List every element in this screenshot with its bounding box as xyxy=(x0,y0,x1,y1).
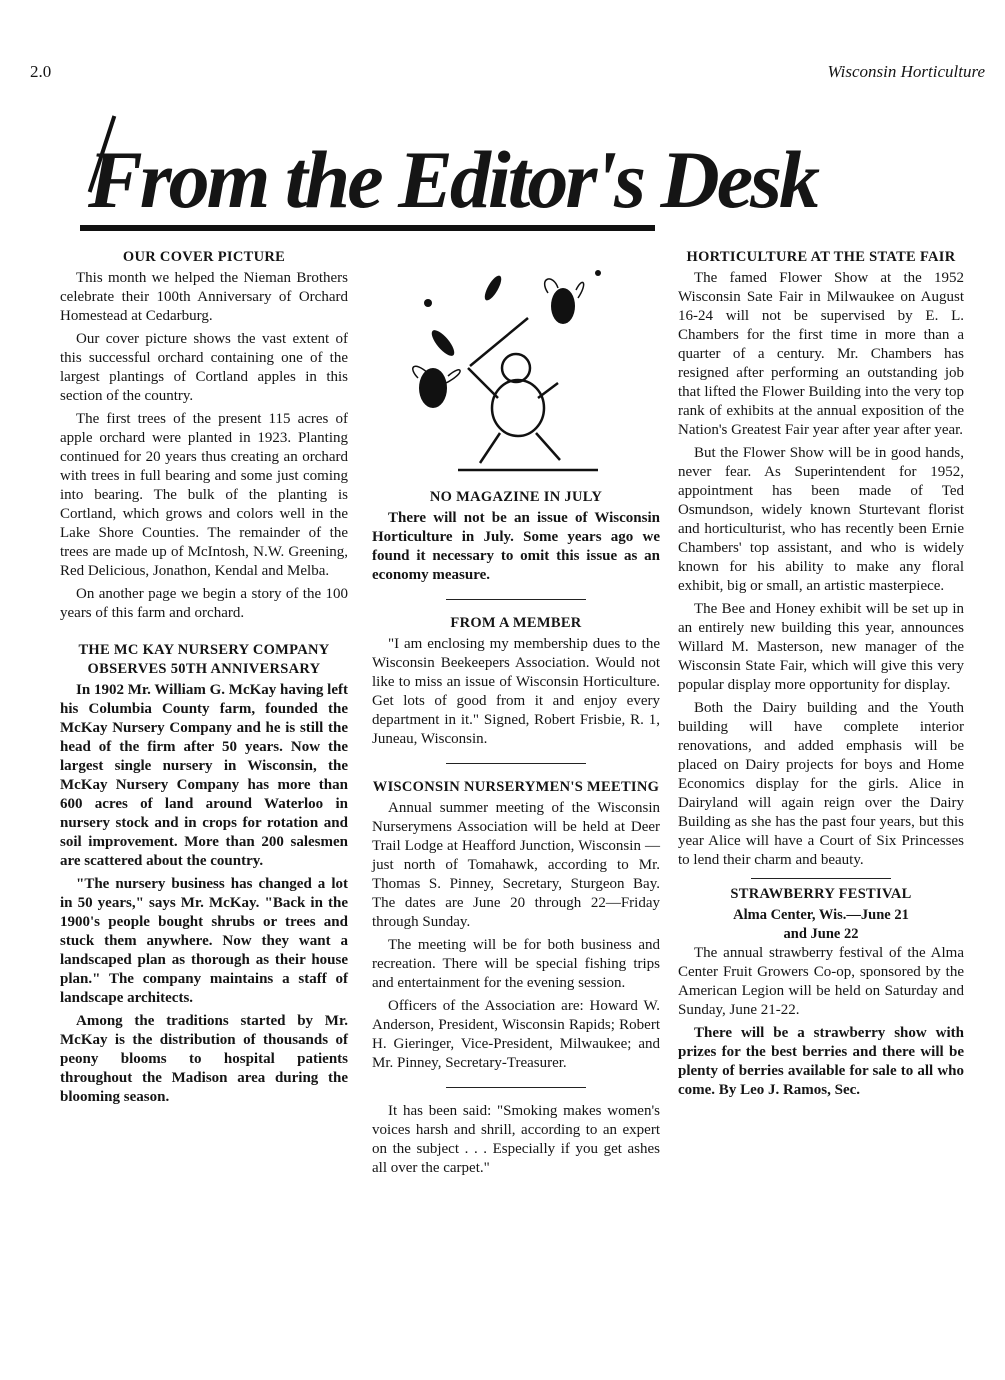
nurserymen-paragraph: Annual summer meeting of the Wisconsin Nurserymens Association will be held at Deer Trail Lodge at Heafford Junction, Wisconsin — just north of Tomahawk, according to Mr. Thomas S. Pinney, Secretary, Sturgeon Bay. The dates are June 20 through 22—Friday through Sunday. xyxy=(372,800,660,930)
fair-paragraph: The famed Flower Show at the 1952 Wisconsin Sate Fair in Milwaukee on August 16-24 will not be supervised by E. L. Chambers for the first time in more than a quarter of a century. Mr. Chambers has resigned after performing an outstanding job that lifted the Flower Building into the very top rank of exhibits at the annual exposition of the Nation's Greatest Fair year after year after year. xyxy=(678,270,964,438)
fair-paragraph: But the Flower Show will be in good hands, never fear. As Superintendent for 1952, appointment has been made of Ted Osmundson, widely known Sturtevant florist and horticulturist, who has recently been Ernie Chambers' top assistant, and who is widely known for his ability to make any floral exhibit, big or small, an artistic masterpiece. xyxy=(678,445,964,594)
fly-icon xyxy=(595,270,601,276)
section-divider xyxy=(446,1087,586,1088)
column-right xyxy=(678,248,964,1104)
strawberry-subheading: Alma Center, Wis.—June 21 xyxy=(733,907,909,923)
cover-paragraph: On another page we begin a story of the 100 years of this farm and orchard. xyxy=(60,586,348,621)
nurserymen-heading: WISCONSIN NURSERYMEN'S MEETING xyxy=(372,779,660,795)
man-legs xyxy=(480,433,560,463)
fair-paragraph: The Bee and Honey exhibit will be set up in an entirely new building this year, announces Willard M. Masterson, new manager of the Wisconsin State Fair, which will give this very popular display more opportunity for display. xyxy=(678,601,964,693)
member-paragraph: "I am enclosing my membership dues to the Wisconsin Beekeepers Association. Would not like to miss an issue of Wisconsin Horticulture. Get lots of good from it and enjoy every department in it." Signed, Robert Frisbie, R. 1, Juneau, Wisconsin. xyxy=(372,636,660,747)
cover-paragraph: This month we helped the Nieman Brothers celebrate their 100th Anniversary of Orchard Homestead at Cedarburg. xyxy=(60,270,348,324)
mosquito-icon xyxy=(428,327,458,359)
cover-paragraph: The first trees of the present 115 acres of apple orchard were planted in 1923. Planting continued for 20 years thus creating an orchard with trees in full bearing and some just coming into bearing. The bulk of the planting is Cortland, which grows and colors well in the Lake Shore Counties. The remainder of the trees are made up of McIntosh, N.W. Greening, Red Delicious, Jonathon, Kendal and Melba. xyxy=(60,411,348,579)
cover-heading: OUR COVER PICTURE xyxy=(122,249,286,265)
column-left xyxy=(60,248,348,1111)
fly-icon xyxy=(424,299,432,307)
bee-icon xyxy=(551,288,575,324)
man-arms xyxy=(468,368,558,398)
mckay-paragraph: "The nursery business has changed a lot in 50 years," says Mr. McKay. "Back in the 1900's people bought shrubs or trees and stuck them anywhere. Now they want a landscaped plan as thorough as their house plan." The company maintains a staff of landscape architects. xyxy=(60,876,348,1006)
masthead-title: From the Editor's Desk xyxy=(88,134,818,225)
masthead-rule xyxy=(80,225,655,231)
no-magazine-paragraph: There will not be an issue of Wisconsin Horticulture in July. Some years ago we found it necessary to omit this issue as an economy measure. xyxy=(372,510,660,583)
fair-paragraph: Both the Dairy building and the Youth building will have complete interior renovations, and added emphasis will be placed on Dairy projects for boys and Home Economics display for the girls. Alice in Dairyland will again reign over the Dairy Building as she has the past four years, but this year Alice will have a Court of Six Princesses to lend their charm and beauty. xyxy=(678,700,964,868)
mckay-heading: THE MC KAY NURSERY COMPANY OBSERVES 50TH ANNIVERSARY xyxy=(78,642,330,677)
strawberry-subheading: and June 22 xyxy=(783,926,859,942)
man-body xyxy=(492,380,544,436)
mckay-paragraph: In 1902 Mr. William G. McKay having left his Columbia County farm, founded the McKay Nursery Company and he is still the head of the firm after 50 years. Now the largest single nursery in Wisconsin, the McKay Nursery Company has more than 600 acres of land around Waterloo in nursery stock and in crops for rotation and soil improvement. More than 200 salesmen are scattered about the country. xyxy=(60,682,348,869)
column-middle xyxy=(372,488,660,1182)
running-head: Wisconsin Horticulture xyxy=(827,62,985,81)
man-head xyxy=(502,354,530,382)
section-divider xyxy=(751,878,891,879)
strawberry-paragraph: There will be a strawberry show with prizes for the best berries and there will be plenty of berries available for sale to all who come. By Leo J. Ramos, Sec. xyxy=(678,1025,964,1098)
cover-paragraph: Our cover picture shows the vast extent of this successful orchard containing one of the largest plantings of Cortland apples in this section of the country. xyxy=(60,331,348,404)
page-number: 2.0 xyxy=(30,62,52,81)
strawberry-heading: STRAWBERRY FESTIVAL xyxy=(730,886,912,902)
member-heading: FROM A MEMBER xyxy=(450,615,582,631)
bee-icon xyxy=(419,368,447,408)
mosquito-icon xyxy=(482,273,505,302)
nurserymen-paragraph: The meeting will be for both business and recreation. There will be special fishing trips and entertainment for the evening session. xyxy=(372,937,660,991)
fair-heading: HORTICULTURE AT THE STATE FAIR xyxy=(686,249,956,265)
nurserymen-paragraph: Officers of the Association are: Howard W. Anderson, President, Wisconsin Rapids; Robert H. Gieringer, Vice-President, Milwaukee; and Mr. Pinney, Secretary-Treasurer. xyxy=(372,998,660,1071)
strawberry-paragraph: The annual strawberry festival of the Alma Center Fruit Growers Co-op, sponsored by the American Legion will be held on Saturday and Sunday, June 21-22. xyxy=(678,945,964,1018)
mckay-paragraph: Among the traditions started by Mr. McKay is the distribution of thousands of peony blooms to hospital patients throughout the Madison area during the blooming season. xyxy=(60,1013,348,1105)
masthead xyxy=(80,110,818,235)
smoking-paragraph: It has been said: "Smoking makes women's voices harsh and shrill, according to an expert on the subject . . . Especially if you get ashes all over the carpet." xyxy=(372,1103,660,1176)
cartoon-illustration xyxy=(388,248,638,478)
spray-stream xyxy=(470,318,528,366)
section-divider xyxy=(446,599,586,600)
no-magazine-heading: NO MAGAZINE IN JULY xyxy=(429,489,603,505)
section-divider xyxy=(446,763,586,764)
